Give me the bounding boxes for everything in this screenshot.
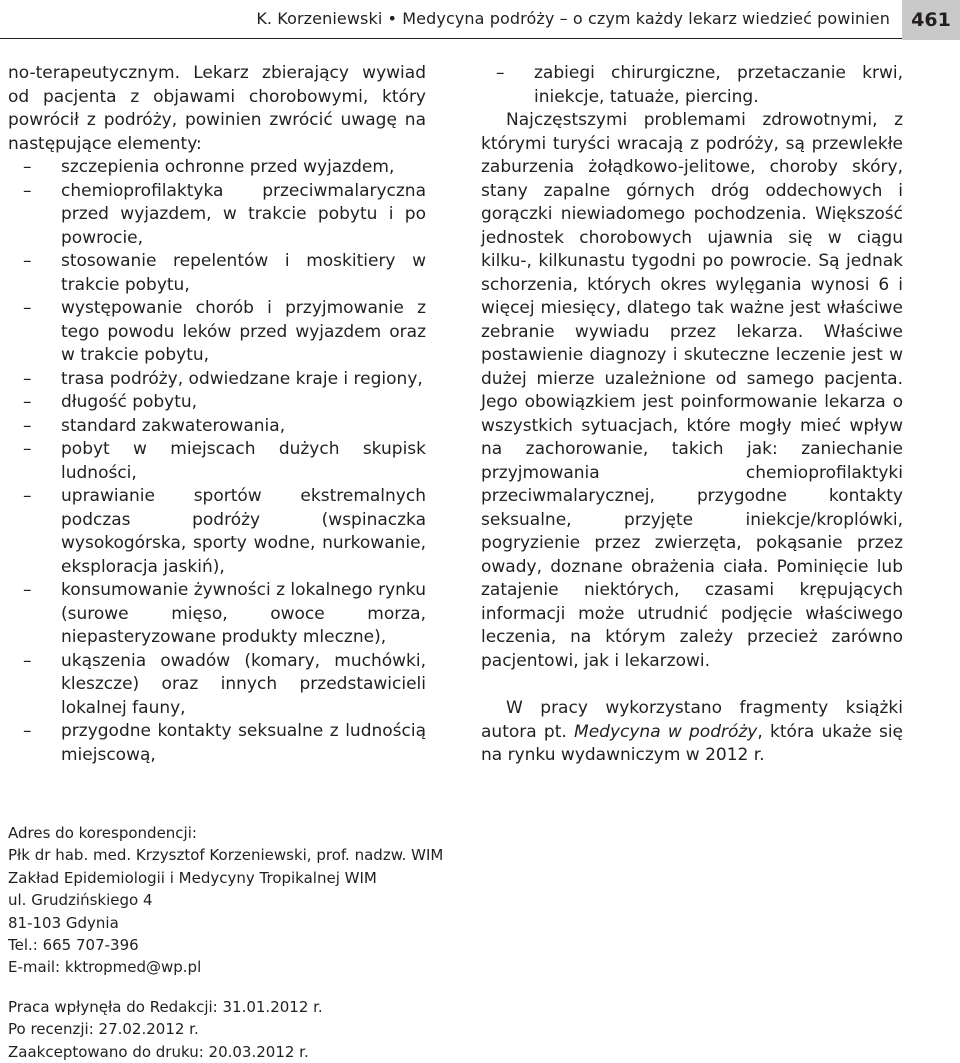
correspondence-line: Zakład Epidemiologii i Medycyny Tropikalnej WIM bbox=[8, 868, 377, 887]
paragraph-gap bbox=[481, 673, 903, 697]
page-number-box bbox=[902, 0, 960, 40]
list-item: – konsumowanie żywności z lokalnego rynku (surowe mięso, owoce morza, niepasteryzowane produkty mleczne), bbox=[8, 579, 426, 650]
history-checklist bbox=[8, 156, 426, 767]
date-received: Praca wpłynęła do Redakcji: 31.01.2012 r. bbox=[8, 998, 323, 1016]
source-note bbox=[481, 697, 903, 768]
list-item: – standard zakwaterowania, bbox=[8, 415, 426, 439]
book-title: Medycyna w podróży bbox=[574, 721, 758, 742]
list-item: – długość pobytu, bbox=[8, 391, 426, 415]
source-note-text: W pracy wykorzystano fragmenty książki autora pt. bbox=[481, 698, 903, 742]
page-number: 461 bbox=[911, 9, 951, 31]
intro-paragraph: no-terapeutycznym. Lekarz zbierający wywiad od pacjenta z objawami chorobowymi, który powrócił z podróży, powinien zwrócić uwagę na następujące elementy: bbox=[8, 63, 426, 154]
list-item: – stosowanie repelentów i moskitiery w trakcie pobytu, bbox=[8, 250, 426, 297]
list-item: – ukąszenia owadów (komary, muchówki, kleszcze) oraz innych przedstawicieli lokalnej fauny, bbox=[8, 650, 426, 721]
header-rule bbox=[0, 38, 902, 39]
correspondence-line: ul. Grudzińskiego 4 bbox=[8, 891, 153, 910]
correspondence-email: E-mail: kktropmed@wp.pl bbox=[8, 958, 202, 977]
source-note-end: , która ukaże się na rynku wydawniczym w 2012 r. bbox=[481, 721, 903, 765]
history-checklist-continued bbox=[481, 62, 903, 109]
list-item: – pobyt w miejscach dużych skupisk ludności, bbox=[8, 438, 426, 485]
body-paragraph: Najczęstszymi problemami zdrowotnymi, z którymi turyści wracają z podróży, są przewlekłe zaburzenia żołądkowo-jelitowe, choroby skóry, stany zapalne górnych dróg oddechowych i gorączki niewiadomego pochodzenia. Większość jednostek chorobowych ujawnia się w ciągu kilku-, kilkunastu tygodni po powrocie. Są jednak schorzenia, których okres wylęgania wynosi 6 i więcej miesięcy, dlatego tak ważne jest właściwe zebranie wywiadu przez lekarza. Właściwe postawienie diagnozy i skuteczne leczenie jest w dużej mierze uzależnione od samego pacjenta. Jego obowiązkiem jest poinformowanie lekarza o wszystkich sytuacjach, które mogły mieć wpływ na zachorowanie, takich jak: zaniechanie przyjmowania chemioprofilaktyki przeciwmalarycznej, przygodne kontakty seksualne, przyjęte iniekcje/kroplówki, pogryzienie przez zwierzęta, pokąsanie przez owady, doznane obrażenia ciała. Pominięcie lub zatajenie niektórych, czasami krępujących informacji może utrudnić podjęcie właściwego leczenia, na którym zależy przecież zarówno pacjentowi, jak i lekarzowi. bbox=[481, 110, 903, 671]
list-item: – występowanie chorób i przyjmowanie z tego powodu leków przed wyjazdem oraz w trakcie pobytu, bbox=[8, 297, 426, 368]
correspondence-block bbox=[8, 822, 608, 979]
page-header bbox=[0, 0, 960, 38]
list-item: – przygodne kontakty seksualne z ludnością miejscową, bbox=[8, 720, 426, 767]
list-item: – uprawianie sportów ekstremalnych podczas podróży (wspinaczka wysokogórska, sporty wodne, nurkowanie, eksploracja jaskiń), bbox=[8, 485, 426, 579]
correspondence-label: Adres do korespondencji: bbox=[8, 824, 197, 842]
correspondence-line: Tel.: 665 707-396 bbox=[8, 936, 139, 955]
correspondence-line: Płk dr hab. med. Krzysztof Korzeniewski, prof. nadzw. WIM bbox=[8, 846, 444, 865]
date-reviewed: Po recenzji: 27.02.2012 r. bbox=[8, 1020, 199, 1039]
right-column bbox=[481, 62, 903, 768]
list-item: – trasa podróży, odwiedzane kraje i regiony, bbox=[8, 368, 426, 392]
list-item: – chemioprofilaktyka przeciwmalaryczna przed wyjazdem, w trakcie pobytu i po powrocie, bbox=[8, 180, 426, 251]
date-accepted: Zaakceptowano do druku: 20.03.2012 r. bbox=[8, 1042, 309, 1061]
correspondence-line: 81-103 Gdynia bbox=[8, 913, 119, 932]
running-head: K. Korzeniewski • Medycyna podróży – o czym każdy lekarz wiedzieć powinien bbox=[256, 9, 890, 28]
list-item: – zabiegi chirurgiczne, przetaczanie krwi, iniekcje, tatuaże, piercing. bbox=[481, 62, 903, 109]
list-item: – szczepienia ochronne przed wyjazdem, bbox=[8, 156, 426, 180]
left-column bbox=[8, 62, 426, 767]
dates-block bbox=[8, 996, 608, 1063]
